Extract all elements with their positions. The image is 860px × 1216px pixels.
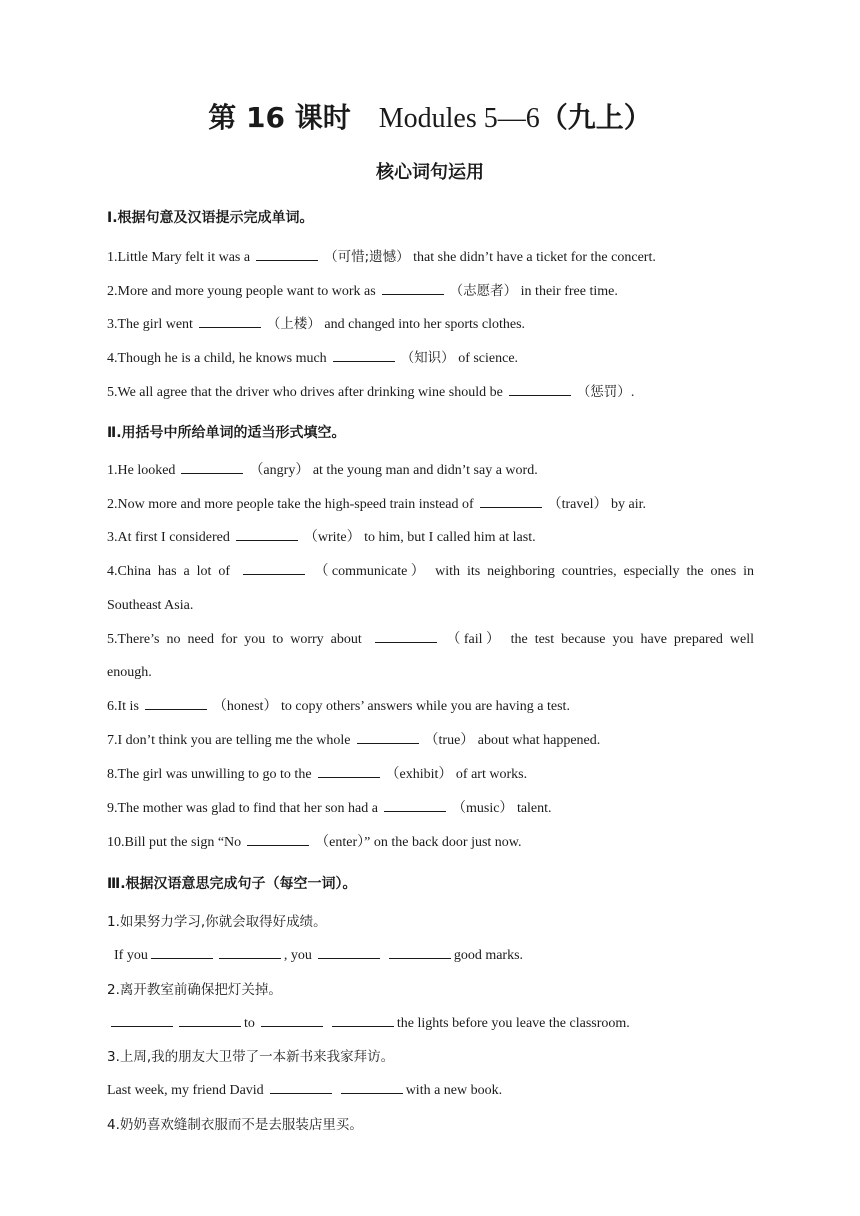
answer-blank[interactable] (111, 1014, 173, 1027)
answer-blank[interactable] (247, 833, 309, 846)
title-grade: （九上） (539, 101, 652, 134)
s3-item-4-cn: 4.奶奶喜欢缝制衣服而不是去服装店里买。 (107, 1117, 363, 1133)
answer-blank[interactable] (261, 1014, 323, 1027)
answer-blank[interactable] (480, 495, 542, 508)
answer-blank[interactable] (333, 349, 395, 362)
answer-blank[interactable] (318, 765, 380, 778)
s3-item-3-cn: 3.上周,我的朋友大卫带了一本新书来我家拜访。 (107, 1049, 395, 1065)
s1-item-1: 1.Little Mary felt it was a （可惜;遗憾） that she didn’t have a ticket for the concert. (107, 249, 656, 265)
s1-item-5: 5.We all agree that the driver who drives after drinking wine should be （惩罚）. (107, 384, 635, 400)
answer-blank[interactable] (375, 630, 437, 643)
s3-item-2-cn: 2.离开教室前确保把灯关掉。 (107, 982, 282, 998)
page-title (0, 100, 860, 137)
answer-blank[interactable] (357, 731, 419, 744)
section1-heading: Ⅰ.根据句意及汉语提示完成单词。 (107, 210, 314, 226)
answer-blank[interactable] (332, 1014, 394, 1027)
s2-item-8: 8.The girl was unwilling to go to the （exhibit） of art works. (107, 767, 528, 782)
answer-blank[interactable] (179, 1014, 241, 1027)
answer-blank[interactable] (509, 383, 571, 396)
s2-item-1: 1.He looked （angry） at the young man and didn’t say a word. (107, 463, 538, 478)
s2-item-5: 5.There’s no need for you to worry about （fail） the test because you have prepared well (107, 632, 755, 647)
page-subtitle: 核心词句运用 (376, 162, 484, 183)
answer-blank[interactable] (243, 562, 305, 575)
s2-item-9: 9.The mother was glad to find that her son had a （music） talent. (107, 801, 552, 816)
s2-item-6: 6.It is （honest） to copy others’ answers while you are having a test. (107, 699, 570, 714)
answer-blank[interactable] (219, 946, 281, 959)
section2-heading: Ⅱ.用括号中所给单词的适当形式填空。 (107, 425, 346, 441)
section3-heading: Ⅲ.根据汉语意思完成句子（每空一词）。 (107, 876, 357, 892)
s1-item-3: 3.The girl went （上楼） and changed into her sports clothes. (107, 316, 526, 332)
answer-blank[interactable] (389, 946, 451, 959)
answer-blank[interactable] (256, 248, 318, 261)
title-modules: Modules 5—6 (378, 103, 540, 134)
s3-item-1-cn: 1.如果努力学习,你就会取得好成绩。 (107, 914, 327, 930)
s2-item-10: 10.Bill put the sign “No （enter）” on the back door just now. (107, 835, 522, 850)
s2-item-4: 4.China has a lot of （communicate） with its neighboring countries, especially the ones in (107, 564, 755, 579)
answer-blank[interactable] (382, 282, 444, 295)
title-lesson: 第 16 课时 (208, 101, 351, 134)
s2-item-5-cont: enough. (107, 665, 152, 680)
answer-blank[interactable] (270, 1081, 332, 1094)
answer-blank[interactable] (181, 461, 243, 474)
answer-blank[interactable] (384, 799, 446, 812)
s1-item-4: 4.Though he is a child, he knows much （知识） of science. (107, 350, 519, 366)
answer-blank[interactable] (145, 697, 207, 710)
s1-item-2: 2.More and more young people want to work as （志愿者） in their free time. (107, 283, 618, 299)
s3-item-3-en: Last week, my friend David with a new book. (107, 1083, 503, 1098)
s2-item-2: 2.Now more and more people take the high-speed train instead of （travel） by air. (107, 497, 646, 512)
answer-blank[interactable] (318, 946, 380, 959)
answer-blank[interactable] (236, 528, 298, 541)
answer-blank[interactable] (341, 1081, 403, 1094)
s3-item-1-en: If you , you good marks. (114, 948, 524, 963)
s3-item-2-en: to the lights before you leave the classroom. (108, 1014, 755, 1034)
s2-item-4-cont: Southeast Asia. (107, 598, 194, 613)
s2-item-7: 7.I don’t think you are telling me the whole （true） about what happened. (107, 733, 601, 748)
answer-blank[interactable] (199, 315, 261, 328)
answer-blank[interactable] (151, 946, 213, 959)
s2-item-3: 3.At first I considered （write） to him, but I called him at last. (107, 530, 536, 545)
